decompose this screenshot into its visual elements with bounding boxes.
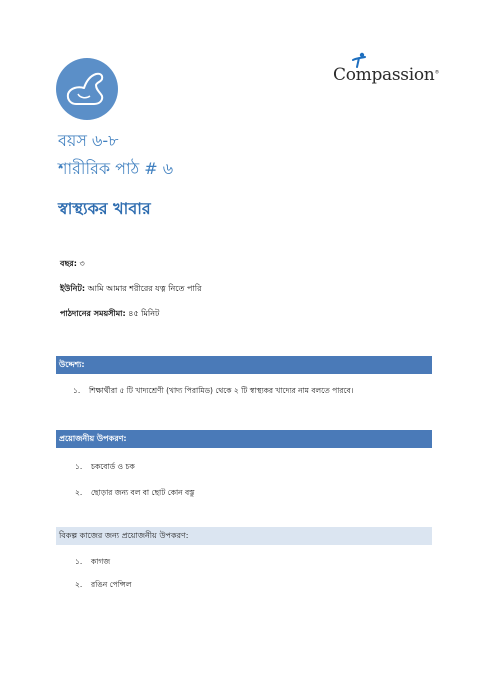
objective-item (73, 386, 353, 398)
age-range: বয়স ৬-৮ (58, 131, 119, 150)
objective-heading: উদ্দেশ্য: (56, 356, 432, 374)
year-value: ৩ (79, 259, 85, 268)
year-line (60, 258, 85, 271)
item-number: ১. (73, 386, 81, 395)
materials-item (75, 488, 195, 500)
alt-materials-heading: বিকল্প কাজের জন্য প্রয়োজনীয় উপকরণ: (56, 527, 432, 545)
item-text: চকবোর্ড ও চক (91, 462, 135, 471)
item-number: ১. (75, 462, 83, 471)
flexed-arm-icon (56, 58, 118, 120)
logo-text: Compassion (333, 65, 435, 85)
unit-line (60, 283, 201, 296)
materials-heading: প্রয়োজনীয় উপকরণ: (56, 430, 432, 448)
time-value: ৪৫ মিনিট (128, 309, 160, 318)
time-line (60, 308, 159, 321)
alt-materials-item (75, 580, 131, 592)
year-label: বছর: (60, 259, 77, 268)
item-text: রঙিন পেন্সিল (91, 580, 132, 589)
alt-materials-item (75, 557, 110, 569)
unit-value: আমি আমার শরীরের যত্ন নিতে পারি (87, 284, 202, 293)
materials-item (75, 462, 135, 474)
item-number: ১. (75, 557, 83, 566)
item-number: ২. (75, 580, 83, 589)
lesson-number: শারীরিক পাঠ # ৬ (58, 159, 174, 178)
unit-label: ইউনিট: (60, 284, 86, 293)
logo-registered-mark: ® (434, 69, 440, 76)
item-text: কাগজ (91, 557, 111, 566)
compassion-logo (333, 52, 440, 88)
item-text: শিক্ষার্থীরা ৫ টি খাদ্যশ্রেণী (খাদ্য পিরামিড) থেকে ২ টি স্বাস্থ্যকর খাদ্যের নাম বলতে পারবে। (89, 386, 354, 395)
item-number: ২. (75, 488, 83, 497)
time-label: পাঠদানের সময়সীমা: (60, 309, 126, 318)
page-title: স্বাস্থ্যকর খাবার (58, 199, 151, 218)
item-text: ছোড়ার জন্য বল বা ছোট কোন বস্তু (91, 488, 195, 497)
